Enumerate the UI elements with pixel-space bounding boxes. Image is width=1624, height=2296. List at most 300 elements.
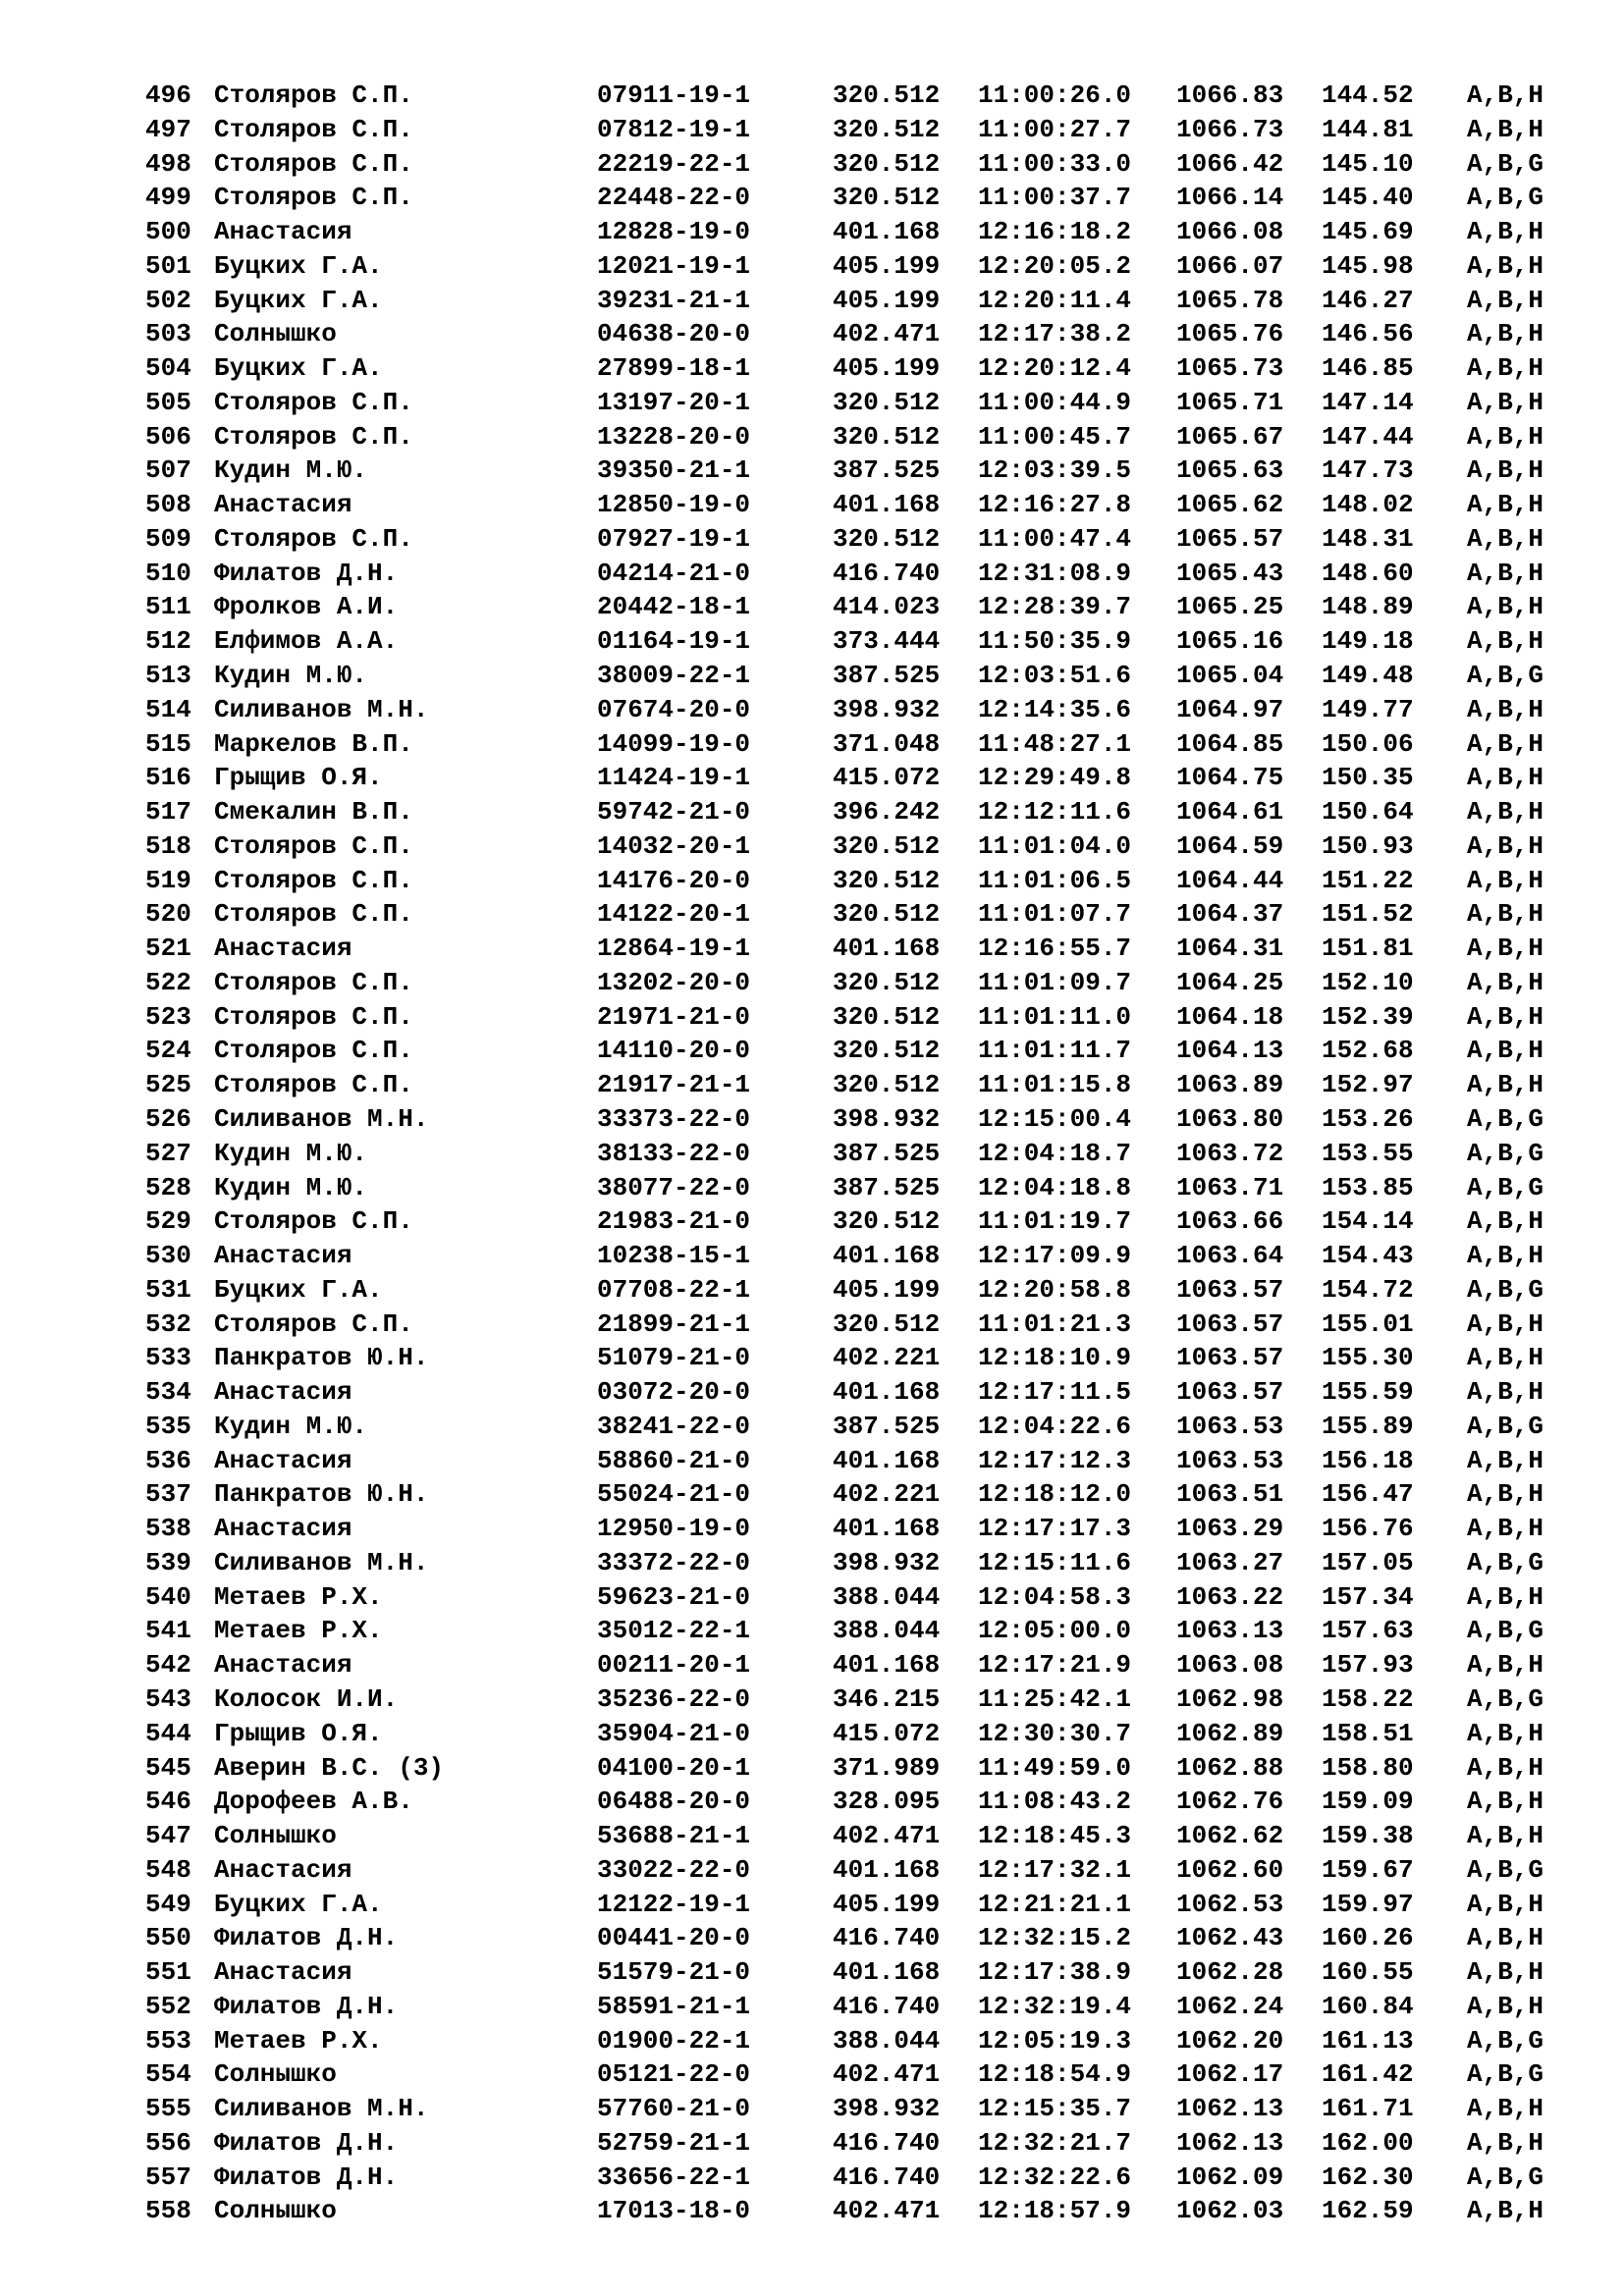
row-number: 556 [145,2127,191,2158]
group-codes: A,B,H [1467,1377,1544,1408]
group-codes: A,B,H [1467,421,1544,452]
speed-value: 1062.09 [1176,2162,1284,2192]
distance-km: 388.044 [833,2025,941,2056]
group-codes: A,B,G [1467,2025,1544,2056]
ring-id: 21983-21-0 [597,1206,751,1237]
participant-name: Столяров С.П. [214,1036,413,1066]
group-codes: A,B,G [1467,1683,1544,1714]
distance-km: 387.525 [833,455,941,486]
group-codes: A,B,G [1467,183,1544,213]
ring-id: 12828-19-0 [597,217,751,247]
arrival-time: 12:17:32.1 [978,1854,1132,1885]
arrival-time: 12:31:08.9 [978,558,1132,588]
group-codes: A,B,H [1467,1343,1544,1373]
coefficient-value: 154.43 [1322,1241,1414,1271]
coefficient-value: 150.64 [1322,797,1414,828]
ring-id: 58860-21-0 [597,1445,751,1475]
speed-value: 1063.51 [1176,1479,1284,1510]
arrival-time: 12:05:19.3 [978,2025,1132,2056]
participant-name: Солнышко [214,2196,337,2226]
row-number: 531 [145,1274,191,1305]
coefficient-value: 159.38 [1322,1821,1414,1851]
row-number: 503 [145,319,191,349]
speed-value: 1065.62 [1176,490,1284,520]
row-number: 538 [145,1514,191,1544]
speed-value: 1063.53 [1176,1411,1284,1441]
ring-id: 59742-21-0 [597,797,751,828]
participant-name: Столяров С.П. [214,1308,413,1339]
distance-km: 405.199 [833,353,941,384]
group-codes: A,B,H [1467,1036,1544,1066]
row-number: 555 [145,2094,191,2124]
row-number: 496 [145,80,191,110]
group-codes: A,B,H [1467,285,1544,315]
arrival-time: 12:16:18.2 [978,217,1132,247]
ring-id: 07911-19-1 [597,80,751,110]
row-number: 557 [145,2162,191,2192]
arrival-time: 12:18:57.9 [978,2196,1132,2226]
row-number: 518 [145,830,191,861]
ring-id: 33022-22-0 [597,1854,751,1885]
coefficient-value: 152.68 [1322,1036,1414,1066]
row-number: 497 [145,114,191,144]
row-number: 541 [145,1616,191,1646]
coefficient-value: 155.01 [1322,1308,1414,1339]
participant-name: Метаев Р.Х. [214,2025,383,2056]
arrival-time: 11:01:19.7 [978,1206,1132,1237]
ring-id: 39231-21-1 [597,285,751,315]
participant-name: Столяров С.П. [214,114,413,144]
row-number: 514 [145,694,191,724]
participant-name: Филатов Д.Н. [214,2127,399,2158]
participant-name: Солнышко [214,319,337,349]
arrival-time: 12:17:09.9 [978,1241,1132,1271]
row-number: 512 [145,626,191,657]
group-codes: A,B,G [1467,148,1544,179]
participant-name: Солнышко [214,2059,337,2090]
ring-id: 59623-21-0 [597,1581,751,1612]
distance-km: 398.932 [833,1547,941,1577]
arrival-time: 11:00:45.7 [978,421,1132,452]
coefficient-value: 147.44 [1322,421,1414,452]
distance-km: 402.471 [833,2196,941,2226]
row-number: 525 [145,1070,191,1100]
coefficient-value: 161.71 [1322,2094,1414,2124]
distance-km: 371.048 [833,728,941,759]
group-codes: A,B,G [1467,1616,1544,1646]
ring-id: 14099-19-0 [597,728,751,759]
distance-km: 346.215 [833,1683,941,1714]
arrival-time: 11:48:27.1 [978,728,1132,759]
group-codes: A,B,H [1467,1206,1544,1237]
distance-km: 402.471 [833,2059,941,2090]
arrival-time: 11:49:59.0 [978,1752,1132,1783]
arrival-time: 11:50:35.9 [978,626,1132,657]
speed-value: 1066.83 [1176,80,1284,110]
ring-id: 11424-19-1 [597,763,751,793]
row-number: 517 [145,797,191,828]
distance-km: 416.740 [833,2127,941,2158]
distance-km: 320.512 [833,1308,941,1339]
arrival-time: 12:15:00.4 [978,1103,1132,1134]
group-codes: A,B,H [1467,865,1544,895]
participant-name: Анастасия [214,1241,352,1271]
participant-name: Силиванов М.Н. [214,1103,429,1134]
group-codes: A,B,H [1467,1718,1544,1748]
distance-km: 405.199 [833,250,941,281]
coefficient-value: 146.85 [1322,353,1414,384]
speed-value: 1065.57 [1176,523,1284,554]
participant-name: Анастасия [214,934,352,964]
speed-value: 1063.22 [1176,1581,1284,1612]
coefficient-value: 150.06 [1322,728,1414,759]
distance-km: 387.525 [833,1411,941,1441]
ring-id: 14122-20-1 [597,899,751,930]
speed-value: 1065.67 [1176,421,1284,452]
distance-km: 320.512 [833,1001,941,1032]
distance-km: 402.471 [833,319,941,349]
speed-value: 1062.76 [1176,1787,1284,1817]
ring-id: 04638-20-0 [597,319,751,349]
ring-id: 33656-22-1 [597,2162,751,2192]
distance-km: 405.199 [833,1889,941,1919]
coefficient-value: 152.97 [1322,1070,1414,1100]
speed-value: 1063.08 [1176,1650,1284,1681]
row-number: 550 [145,1923,191,1953]
coefficient-value: 151.22 [1322,865,1414,895]
arrival-time: 11:00:27.7 [978,114,1132,144]
speed-value: 1062.28 [1176,1957,1284,1988]
speed-value: 1065.43 [1176,558,1284,588]
coefficient-value: 159.67 [1322,1854,1414,1885]
participant-name: Столяров С.П. [214,148,413,179]
row-number: 536 [145,1445,191,1475]
coefficient-value: 158.80 [1322,1752,1414,1783]
group-codes: A,B,H [1467,80,1544,110]
speed-value: 1062.03 [1176,2196,1284,2226]
ring-id: 57760-21-0 [597,2094,751,2124]
distance-km: 371.989 [833,1752,941,1783]
distance-km: 416.740 [833,1923,941,1953]
participant-name: Столяров С.П. [214,830,413,861]
coefficient-value: 153.26 [1322,1103,1414,1134]
distance-km: 320.512 [833,830,941,861]
arrival-time: 12:17:38.9 [978,1957,1132,1988]
ring-id: 38133-22-0 [597,1138,751,1168]
coefficient-value: 160.84 [1322,1991,1414,2021]
ring-id: 21899-21-1 [597,1308,751,1339]
coefficient-value: 159.09 [1322,1787,1414,1817]
group-codes: A,B,H [1467,1787,1544,1817]
speed-value: 1065.04 [1176,661,1284,691]
arrival-time: 11:00:33.0 [978,148,1132,179]
speed-value: 1063.29 [1176,1514,1284,1544]
participant-name: Анастасия [214,1650,352,1681]
row-number: 506 [145,421,191,452]
group-codes: A,B,H [1467,353,1544,384]
coefficient-value: 147.14 [1322,387,1414,417]
row-number: 515 [145,728,191,759]
coefficient-value: 152.39 [1322,1001,1414,1032]
arrival-time: 12:18:45.3 [978,1821,1132,1851]
row-number: 504 [145,353,191,384]
participant-name: Силиванов М.Н. [214,2094,429,2124]
ring-id: 07708-22-1 [597,1274,751,1305]
coefficient-value: 156.18 [1322,1445,1414,1475]
group-codes: A,B,H [1467,694,1544,724]
row-number: 544 [145,1718,191,1748]
speed-value: 1066.14 [1176,183,1284,213]
row-number: 499 [145,183,191,213]
arrival-time: 12:20:58.8 [978,1274,1132,1305]
ring-id: 12122-19-1 [597,1889,751,1919]
ring-id: 38241-22-0 [597,1411,751,1441]
group-codes: A,B,H [1467,1514,1544,1544]
coefficient-value: 148.02 [1322,490,1414,520]
row-number: 553 [145,2025,191,2056]
participant-name: Буцких Г.А. [214,250,383,281]
arrival-time: 12:17:21.9 [978,1650,1132,1681]
coefficient-value: 157.63 [1322,1616,1414,1646]
participant-name: Столяров С.П. [214,899,413,930]
row-number: 505 [145,387,191,417]
coefficient-value: 157.34 [1322,1581,1414,1612]
participant-name: Филатов Д.Н. [214,1923,399,1953]
row-number: 537 [145,1479,191,1510]
speed-value: 1062.24 [1176,1991,1284,2021]
distance-km: 388.044 [833,1581,941,1612]
coefficient-value: 151.52 [1322,899,1414,930]
coefficient-value: 153.85 [1322,1172,1414,1202]
distance-km: 320.512 [833,967,941,997]
participant-name: Столяров С.П. [214,1070,413,1100]
speed-value: 1064.97 [1176,694,1284,724]
row-number: 502 [145,285,191,315]
distance-km: 320.512 [833,1070,941,1100]
distance-km: 320.512 [833,1206,941,1237]
ring-id: 33372-22-0 [597,1547,751,1577]
speed-value: 1065.73 [1176,353,1284,384]
participant-name: Анастасия [214,1445,352,1475]
arrival-time: 11:01:21.3 [978,1308,1132,1339]
ring-id: 22448-22-0 [597,183,751,213]
coefficient-value: 159.97 [1322,1889,1414,1919]
group-codes: A,B,H [1467,899,1544,930]
arrival-time: 11:00:44.9 [978,387,1132,417]
arrival-time: 12:16:55.7 [978,934,1132,964]
participant-name: Колосок И.И. [214,1683,399,1714]
row-number: 501 [145,250,191,281]
coefficient-value: 155.89 [1322,1411,1414,1441]
group-codes: A,B,H [1467,592,1544,622]
row-number: 533 [145,1343,191,1373]
distance-km: 320.512 [833,114,941,144]
group-codes: A,B,H [1467,626,1544,657]
coefficient-value: 154.72 [1322,1274,1414,1305]
arrival-time: 11:00:26.0 [978,80,1132,110]
arrival-time: 12:17:17.3 [978,1514,1132,1544]
speed-value: 1064.59 [1176,830,1284,861]
speed-value: 1062.89 [1176,1718,1284,1748]
speed-value: 1062.60 [1176,1854,1284,1885]
coefficient-value: 144.81 [1322,114,1414,144]
row-number: 539 [145,1547,191,1577]
speed-value: 1064.25 [1176,967,1284,997]
participant-name: Метаев Р.Х. [214,1616,383,1646]
participant-name: Грыщив О.Я. [214,763,383,793]
row-number: 534 [145,1377,191,1408]
group-codes: A,B,H [1467,1821,1544,1851]
ring-id: 01164-19-1 [597,626,751,657]
coefficient-value: 162.59 [1322,2196,1414,2226]
group-codes: A,B,G [1467,1547,1544,1577]
participant-name: Кудин М.Ю. [214,1411,368,1441]
group-codes: A,B,H [1467,523,1544,554]
participant-name: Панкратов Ю.Н. [214,1479,429,1510]
group-codes: A,B,H [1467,1241,1544,1271]
speed-value: 1062.53 [1176,1889,1284,1919]
row-number: 547 [145,1821,191,1851]
distance-km: 401.168 [833,934,941,964]
group-codes: A,B,H [1467,2196,1544,2226]
row-number: 509 [145,523,191,554]
group-codes: A,B,H [1467,2094,1544,2124]
group-codes: A,B,H [1467,1889,1544,1919]
ring-id: 51579-21-0 [597,1957,751,1988]
participant-name: Столяров С.П. [214,421,413,452]
participant-name: Силиванов М.Н. [214,694,429,724]
group-codes: A,B,H [1467,1923,1544,1953]
row-number: 511 [145,592,191,622]
participant-name: Столяров С.П. [214,1206,413,1237]
arrival-time: 12:03:39.5 [978,455,1132,486]
coefficient-value: 155.30 [1322,1343,1414,1373]
speed-value: 1062.13 [1176,2127,1284,2158]
arrival-time: 12:15:11.6 [978,1547,1132,1577]
coefficient-value: 157.93 [1322,1650,1414,1681]
distance-km: 401.168 [833,1514,941,1544]
row-number: 510 [145,558,191,588]
speed-value: 1063.89 [1176,1070,1284,1100]
speed-value: 1065.76 [1176,319,1284,349]
ring-id: 12850-19-0 [597,490,751,520]
ring-id: 13228-20-0 [597,421,751,452]
ring-id: 04214-21-0 [597,558,751,588]
distance-km: 398.932 [833,2094,941,2124]
group-codes: A,B,H [1467,250,1544,281]
arrival-time: 11:01:09.7 [978,967,1132,997]
distance-km: 328.095 [833,1787,941,1817]
ring-id: 55024-21-0 [597,1479,751,1510]
arrival-time: 12:04:18.7 [978,1138,1132,1168]
row-number: 530 [145,1241,191,1271]
speed-value: 1066.08 [1176,217,1284,247]
row-number: 507 [145,455,191,486]
group-codes: A,B,H [1467,1308,1544,1339]
distance-km: 320.512 [833,865,941,895]
row-number: 519 [145,865,191,895]
speed-value: 1064.18 [1176,1001,1284,1032]
speed-value: 1062.13 [1176,2094,1284,2124]
distance-km: 320.512 [833,80,941,110]
coefficient-value: 151.81 [1322,934,1414,964]
distance-km: 405.199 [833,285,941,315]
distance-km: 416.740 [833,1991,941,2021]
distance-km: 415.072 [833,1718,941,1748]
row-number: 521 [145,934,191,964]
distance-km: 320.512 [833,421,941,452]
participant-name: Кудин М.Ю. [214,1138,368,1168]
speed-value: 1064.61 [1176,797,1284,828]
participant-name: Анастасия [214,1854,352,1885]
distance-km: 387.525 [833,1172,941,1202]
participant-name: Анастасия [214,217,352,247]
row-number: 549 [145,1889,191,1919]
ring-id: 35236-22-0 [597,1683,751,1714]
arrival-time: 12:16:27.8 [978,490,1132,520]
arrival-time: 11:01:15.8 [978,1070,1132,1100]
coefficient-value: 145.40 [1322,183,1414,213]
speed-value: 1062.43 [1176,1923,1284,1953]
distance-km: 398.932 [833,1103,941,1134]
group-codes: A,B,H [1467,1957,1544,1988]
ring-id: 07674-20-0 [597,694,751,724]
speed-value: 1064.44 [1176,865,1284,895]
arrival-time: 12:03:51.6 [978,661,1132,691]
speed-value: 1065.25 [1176,592,1284,622]
ring-id: 53688-21-1 [597,1821,751,1851]
distance-km: 401.168 [833,1241,941,1271]
row-number: 520 [145,899,191,930]
arrival-time: 12:17:12.3 [978,1445,1132,1475]
arrival-time: 11:01:07.7 [978,899,1132,930]
participant-name: Силиванов М.Н. [214,1547,429,1577]
participant-name: Столяров С.П. [214,183,413,213]
ring-id: 13197-20-1 [597,387,751,417]
row-number: 524 [145,1036,191,1066]
group-codes: A,B,G [1467,2162,1544,2192]
group-codes: A,B,G [1467,1172,1544,1202]
arrival-time: 12:18:12.0 [978,1479,1132,1510]
ring-id: 52759-21-1 [597,2127,751,2158]
coefficient-value: 155.59 [1322,1377,1414,1408]
group-codes: A,B,H [1467,114,1544,144]
row-number: 498 [145,148,191,179]
distance-km: 402.221 [833,1343,941,1373]
group-codes: A,B,H [1467,455,1544,486]
ring-id: 05121-22-0 [597,2059,751,2090]
arrival-time: 12:04:22.6 [978,1411,1132,1441]
row-number: 522 [145,967,191,997]
speed-value: 1063.64 [1176,1241,1284,1271]
group-codes: A,B,H [1467,1479,1544,1510]
participant-name: Столяров С.П. [214,865,413,895]
participant-name: Анастасия [214,1514,352,1544]
group-codes: A,B,H [1467,1070,1544,1100]
distance-km: 396.242 [833,797,941,828]
coefficient-value: 161.42 [1322,2059,1414,2090]
coefficient-value: 149.18 [1322,626,1414,657]
speed-value: 1064.85 [1176,728,1284,759]
coefficient-value: 160.55 [1322,1957,1414,1988]
participant-name: Столяров С.П. [214,387,413,417]
speed-value: 1066.07 [1176,250,1284,281]
speed-value: 1062.88 [1176,1752,1284,1783]
distance-km: 387.525 [833,1138,941,1168]
arrival-time: 12:14:35.6 [978,694,1132,724]
arrival-time: 11:00:47.4 [978,523,1132,554]
group-codes: A,B,H [1467,558,1544,588]
